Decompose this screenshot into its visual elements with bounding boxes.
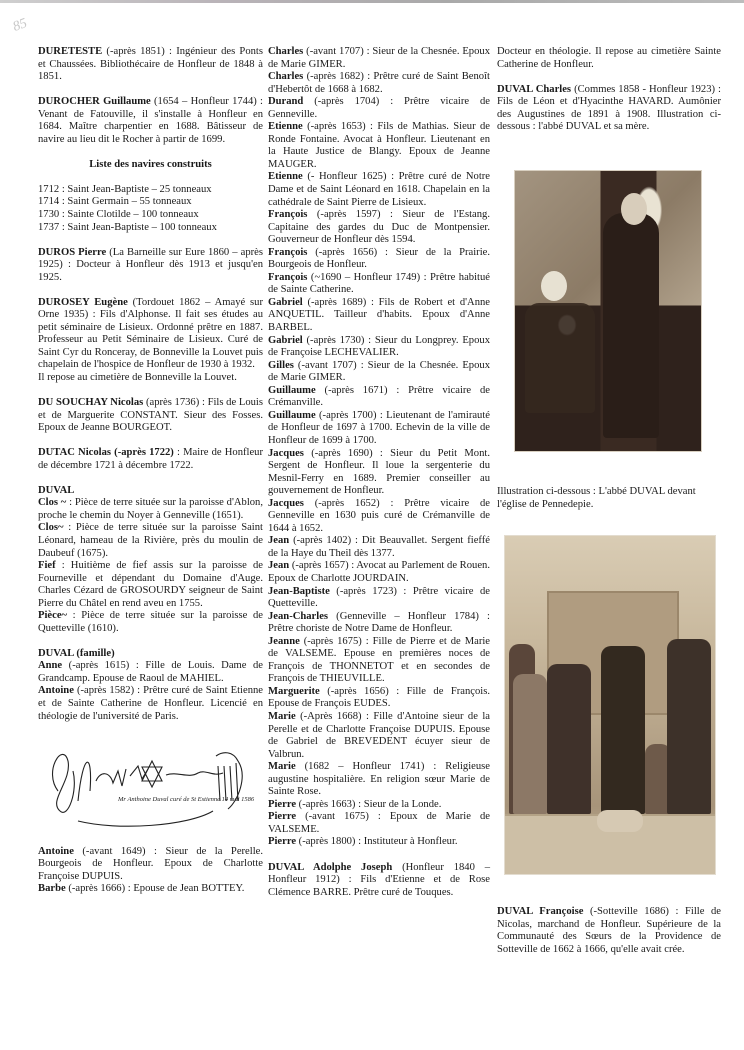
entry-name: Jean	[268, 535, 290, 547]
duval-item	[38, 522, 263, 560]
famille-item	[268, 410, 490, 448]
entry-text: (-après 1402) : Dit Beauvallet. Sergent fieffé de la Haye du Theil dès 1377.	[268, 535, 490, 559]
photo-person	[601, 646, 645, 814]
entry-text: (-après 1666) : Epouse de Jean BOTTEY.	[65, 883, 245, 895]
svg-text:Mr Anthoine Duval curé de St E: Mr Anthoine Duval curé de St Estienne 14 mai 1586	[118, 796, 255, 804]
duval-item	[38, 610, 263, 635]
entry-dusouchay	[38, 397, 263, 435]
famille-item	[268, 836, 490, 849]
entry-text: : Huitième de fief assis sur la paroisse de Fourneville et dépendant du Domaine d'Auge. Charles Cézard de GROSOURDY seigneur de Saint Pierre du Châtel en rend aveu en 1755.	[38, 560, 263, 609]
famille-item	[268, 121, 490, 171]
entry-durocher	[38, 96, 263, 146]
entry-name: DUVAL Adolphe Joseph	[268, 861, 393, 873]
entry-name: Gilles	[268, 359, 294, 371]
famille-item	[268, 711, 490, 761]
entry-name: Pièce~	[38, 610, 68, 622]
entry-text: (Commes 1858 - Honfleur 1923) : Fils de Léon et d'Hyacinthe HAVARD. Aumônier des Augustines de 1891 à 1908. Illustration ci-dessous : l'abbé DUVAL et sa mère.	[497, 83, 721, 133]
famille-item	[268, 360, 490, 385]
famille-item	[268, 171, 490, 209]
entry-name: Etienne	[268, 121, 303, 133]
entry-text: (-avant 1707) : Sieur de la Chesnée. Epoux de Marie GIMER.	[268, 46, 490, 70]
entry-text: (-avant 1707) : Sieur de la Chesnée. Epoux de Marie GIMER.	[268, 359, 490, 384]
entry-name: Pierre	[268, 836, 297, 848]
famille-item	[268, 272, 490, 297]
famille-item	[268, 448, 490, 498]
entry-text: (-après 1582) : Prêtre curé de Saint Etienne et de Sainte Catherine de Honfleur. Licencié en théologie de l'université de Paris.	[38, 685, 263, 722]
entry-text: (-après 1653) : Fils de Mathias. Sieur de Ronde Fontaine. Avocat à Honfleur. Lieutenant en la Haute Justice de Blangy. Epoux de Jeanne MAUGER.	[268, 121, 490, 170]
ship-item: 1712 : Saint Jean-Baptiste – 25 tonneaux	[38, 183, 212, 195]
entry-text: (-avant 1649) : Sieur de la Perelle. Bourgeois de Honfleur. Epoux de Charlotte Françoise DUPUIS.	[38, 845, 263, 882]
entry-name: François	[268, 246, 308, 258]
entry-name: Fief	[38, 560, 56, 572]
ship-item: 1737 : Saint Jean-Baptiste – 100 tonneaux	[38, 221, 217, 233]
famille-item	[268, 761, 490, 799]
entry-name: François	[268, 209, 308, 221]
famille-item	[268, 586, 490, 611]
entry-text: (-après 1690) : Sieur du Petit Mont. Sergent de Honfleur. Il loue la sergenterie du Mesnil-Ferry en 1689. Premier conseiller au gouvernement de Honfleur.	[268, 447, 490, 497]
entry-text: : Pièce de terre située sur la paroisse Saint Léonard, hameau de la Rivière, près du moulin de Daubeuf (1675).	[38, 522, 263, 559]
entry-name: Marguerite	[268, 685, 320, 697]
ships-list	[38, 184, 263, 234]
page-number-mark: 85	[10, 15, 30, 35]
photo-standing-priest	[603, 213, 659, 438]
entry-text: (-après 1800) : Instituteur à Honfleur.	[296, 836, 458, 848]
entry-text: (-après 1652) : Prêtre vicaire de Genneville en 1630 puis curé de Crémanville de 1644 à 1652.	[268, 497, 490, 534]
entry-text: : Pièce de terre située sur la paroisse de Quetteville (1610).	[38, 610, 263, 634]
ship-item: 1714 : Saint Germain – 55 tonneaux	[38, 196, 192, 208]
entry-name: Jeanne	[268, 635, 300, 647]
photo-head	[541, 271, 567, 301]
famille-item	[38, 846, 263, 884]
ship-item: 1730 : Sainte Clotilde – 100 tonneaux	[38, 208, 199, 220]
entry-name: Charles	[268, 46, 304, 57]
entry-text: (-après 1730) : Sieur du Longprey. Epoux de Françoise LECHEVALIER.	[268, 334, 490, 359]
entry-name: DUROSEY Eugène	[38, 296, 128, 308]
famille-item	[268, 209, 490, 247]
famille-item	[268, 71, 490, 96]
entry-text: (-après 1704) : Prêtre vicaire de Genneville.	[268, 96, 490, 120]
entry-name: Jean	[268, 560, 290, 572]
entry-text: (-après 1682) : Prêtre curé de Saint Benoît d'Hebertôt de 1668 à 1682.	[268, 71, 490, 95]
famille-item	[268, 560, 490, 585]
famille-item	[38, 660, 263, 685]
entry-name: Marie	[268, 761, 296, 773]
ships-list-title: Liste des navires construits	[89, 158, 212, 170]
photo-person	[667, 639, 711, 814]
entry-name: Barbe	[38, 883, 66, 895]
famille-item	[268, 335, 490, 360]
caption-pennedepie-block	[497, 486, 721, 511]
entry-text: (-Après 1668) : Fille d'Antoine sieur de la Perelle et de Charlotte Françoise DUPUIS. Epouse de Gabriel de BREVEDENT écuyer sieur de Valbrun.	[268, 710, 490, 760]
entry-francoise-block	[497, 906, 721, 956]
entry-dutac	[38, 447, 263, 472]
photo-abbe-duval-and-mother	[514, 170, 702, 452]
entry-name: Etienne	[268, 171, 303, 183]
famille-item	[268, 636, 490, 686]
entry-text: (1654 – Honfleur 1744) : Venant de Fatouville, il s'installe à Honfleur en 1684. Maître charpentier en 1688. Bâtisseur de navire au lieu dit le Rocher à partir de 1699.	[38, 96, 264, 145]
entry-name: Jean-Baptiste	[268, 585, 330, 597]
entry-name: Anne	[38, 660, 63, 672]
entry-name: Guillaume	[268, 409, 316, 421]
entry-dureteste	[38, 46, 263, 84]
famille-item	[38, 685, 263, 723]
entry-name: Gabriel	[268, 296, 303, 308]
famille-item	[268, 535, 490, 560]
famille-item	[268, 96, 490, 121]
famille-item	[268, 297, 490, 335]
entry-name: François	[268, 271, 308, 283]
photo-seated-mother	[525, 303, 595, 413]
entry-text: (-après 1656) : Fille de François. Epouse de François EUDES.	[268, 685, 490, 710]
entry-text: : Maire de Honfleur de décembre 1721 à décembre 1722.	[38, 447, 263, 471]
duval-famille-heading: DUVAL (famille)	[38, 647, 115, 659]
entry-charles	[497, 84, 721, 134]
entry-name: DU SOUCHAY Nicolas	[38, 397, 144, 409]
entry-adolphe-joseph	[268, 862, 490, 900]
duval-item	[38, 497, 263, 522]
entry-name: Antoine	[38, 685, 74, 697]
entry-text: (-avant 1675) : Epoux de Marie de VALSEME.	[268, 811, 490, 835]
entry-name: DUTAC Nicolas (-après 1722)	[38, 447, 174, 459]
famille-item	[268, 247, 490, 272]
entry-name: Pierre	[268, 811, 297, 823]
entry-text: (-après 1723) : Prêtre vicaire de Quetteville.	[268, 585, 490, 610]
entry-text: (-Sotteville 1686) : Fille de Nicolas, marchand de Honfleur. Supérieure de la Communauté des Sœurs de la Providence de Sotteville de 1662 à 1666, qu'elle avait crée.	[497, 906, 721, 955]
entry-durosey	[38, 297, 263, 372]
entry-name: Durand	[268, 96, 304, 108]
entry-name: DUROCHER Guillaume	[38, 96, 151, 108]
entry-text: (Tordouet 1862 – Amayé sur Orne 1935) : Fils d'Alphonse. Il fait ses études au petit séminaire de Lisieux. Ordonné prêtre en 1887. Professeur au Petit Séminaire de Lisieux. Curé de Saint Cyr du Ronceray, de Bonneville la Louvet puis chapelain de l'hospice de Honfleur de 1930 à 1932.	[38, 296, 263, 371]
entry-text: (-après 1663) : Sieur de la Londe.	[296, 798, 442, 810]
entry-text: (~1690 – Honfleur 1749) : Prêtre habitué de Sainte Catherine.	[268, 271, 490, 296]
photo-person	[547, 664, 591, 814]
entry-name: Antoine	[38, 845, 74, 857]
entry-text: (-après 1851) : Ingénieur des Ponts et Chaussées. Bibliothécaire de Honfleur de 1848 à 1851.	[38, 46, 263, 83]
photo-dog	[597, 810, 643, 832]
entry-text: (1682 – Honfleur 1741) : Religieuse augustine hospitalière. En religion sœur Marie de Sainte Rose.	[268, 761, 490, 798]
entry-text: (-après 1615) : Fille de Louis. Dame de Grandcamp. Epouse de Raoul de MAHIEL.	[38, 660, 263, 684]
entry-name: Marie	[268, 710, 296, 722]
entry-text: (-après 1597) : Sieur de l'Estang. Capitaine des gardes du Duc de Montpensier. Gouverneur de Honfleur dès 1594.	[268, 209, 490, 246]
entry-duros	[38, 247, 263, 285]
entry-text: (-après 1656) : Sieur de la Prairie. Bourgeois de Honfleur.	[268, 246, 490, 271]
entry-text: (-après 1657) : Avocat au Parlement de Rouen. Epoux de Charlotte JOURDAIN.	[268, 560, 490, 584]
famille-item	[268, 811, 490, 836]
duval-heading: DUVAL	[38, 484, 75, 496]
entry-text: (Honfleur 1840 – Honfleur 1912) : Fils d'Etienne et de Rose Clémence BARRE. Prêtre curé de Touques.	[268, 861, 490, 898]
entry-text: : Pièce de terre située sur la paroisse d'Ablon, proche le chemin du Noyer à Genneville (1651).	[38, 497, 263, 521]
photo-abbe-duval-pennedepie-church	[504, 535, 716, 875]
entry-name: Clos ~	[38, 497, 67, 509]
entry-name: Jacques	[268, 447, 304, 459]
signature-image	[38, 731, 263, 831]
famille-item	[38, 883, 263, 896]
entry-text: (après 1736) : Fils de Louis et de Marguerite CONSTANT. Sieur des Fosses. Epoux de Jeanne BOURGEOT.	[38, 397, 263, 434]
column-3	[497, 46, 721, 134]
entry-text: (-après 1689) : Fils de Robert et d'Anne ANQUETIL. Tailleur d'habits. Epoux d'Anne BARBEL.	[268, 296, 490, 334]
entry-name: Jacques	[268, 497, 304, 509]
famille-item	[268, 385, 490, 410]
scan-top-edge	[0, 0, 744, 3]
entry-text: (-après 1700) : Lieutenant de l'amirauté de Honfleur de 1697 à 1700. Echevin de la ville de Honfleur de 1699 à 1700.	[268, 409, 490, 446]
entry-francoise	[497, 906, 721, 956]
photo-person	[513, 674, 547, 814]
caption-pennedepie: Illustration ci-dessous : L'abbé DUVAL devant l'église de Pennedepie.	[497, 486, 696, 510]
famille-item	[268, 611, 490, 636]
entry-name: DUVAL Françoise	[497, 906, 584, 917]
entry-text: (-après 1675) : Fille de Pierre et de Marie de VALSEME. Epouse en premières noces de François de THONNETOT et en secondes de François de THIEUVILLE.	[268, 635, 490, 685]
entry-name: Jean-Charles	[268, 610, 329, 622]
famille-item	[268, 799, 490, 812]
famille-item	[268, 46, 490, 71]
entry-name: Charles	[268, 71, 304, 83]
column-2	[268, 46, 490, 899]
entry-name: Clos~	[38, 522, 64, 534]
entry-durosey-burial: Il repose au cimetière de Bonneville la Louvet.	[38, 371, 237, 383]
column-1	[38, 46, 263, 896]
famille-item	[268, 498, 490, 536]
entry-name: Guillaume	[268, 384, 316, 396]
entry-text: (Genneville – Honfleur 1784) : Prêtre choriste de Notre Dame de Honfleur.	[268, 610, 490, 635]
entry-name: DUVAL Charles	[497, 83, 572, 95]
entry-name: DUROS Pierre	[38, 246, 107, 258]
entry-adolphe-continued: Docteur en théologie. Il repose au cimetière Sainte Catherine de Honfleur.	[497, 46, 721, 70]
entry-text: (- Honfleur 1625) : Prêtre curé de Notre Dame et de Saint Léonard en 1618. Chapelain en la cathédrale de Saint Pierre de Lisieux.	[268, 171, 490, 208]
entry-name: DURETESTE	[38, 46, 103, 57]
photo-head	[621, 193, 647, 225]
entry-name: Pierre	[268, 798, 297, 810]
duval-item	[38, 560, 263, 610]
entry-text: (-après 1671) : Prêtre vicaire de Crémanville.	[268, 384, 490, 409]
entry-name: Gabriel	[268, 334, 303, 346]
famille-item	[268, 686, 490, 711]
entry-text: (La Barneille sur Eure 1860 – après 1925) : Docteur à Honfleur dès 1913 et jusqu'en 1925.	[38, 246, 263, 283]
